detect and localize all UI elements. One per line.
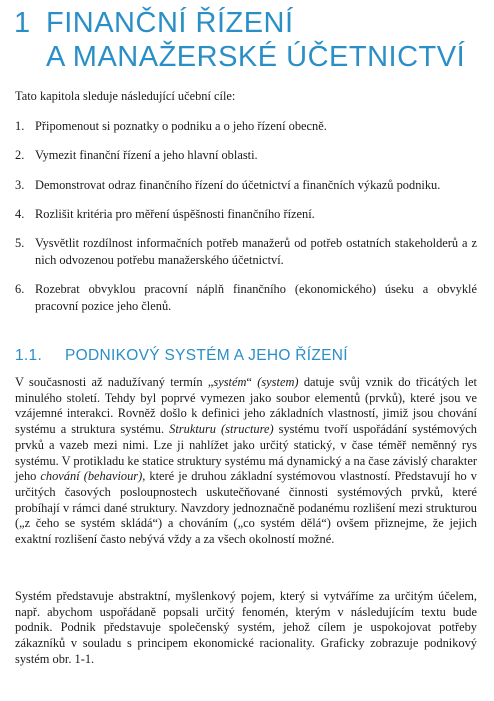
- goal-text: Vymezit finanční řízení a jeho hlavní oblasti.: [35, 148, 258, 163]
- paragraph-system-definition: [15, 375, 477, 548]
- goal-text: Připomenout si poznatky o podniku a o jeho řízení obecně.: [35, 119, 327, 133]
- text-run: systému tvoří uspořádání systémových prvků a vazeb mezi nimi. Lze ji nahlížet jako určitý statický, v čase téměř neměnný rys systému. V protikladu ke statice struktury systému má dynamický a na čase závislý charakter jeho: [15, 422, 477, 484]
- goal-item: [15, 235, 477, 269]
- goal-item: [15, 281, 477, 315]
- text-run-italic: chování (behaviour): [40, 469, 143, 484]
- goal-item: [15, 206, 477, 223]
- text-run: “: [246, 375, 258, 389]
- goal-number: 2.: [15, 148, 25, 163]
- section-number: 1.1.: [15, 347, 43, 364]
- chapter-title-line2: A MANAŽERSKÉ ÚČETNICTVÍ: [46, 41, 466, 73]
- goal-number: 3.: [15, 177, 25, 192]
- section-title: PODNIKOVÝ SYSTÉM A JEHO ŘÍZENÍ: [65, 347, 348, 364]
- section-heading: [15, 347, 348, 365]
- text-run: V současnosti až nadužívaný termín „: [15, 375, 214, 389]
- goal-item: [15, 118, 477, 135]
- goal-item: [15, 147, 477, 164]
- intro-text: Tato kapitola sleduje následující učební cíle:: [15, 89, 236, 103]
- goal-text: Rozebrat obvyklou pracovní náplň finančního (ekonomického) úseku a obvyklé pracovní pozice jeho členů.: [35, 282, 477, 314]
- goal-text: Demonstrovat odraz finančního řízení do účetnictví a finančních výkazů podniku.: [35, 177, 441, 192]
- chapter-number: 1: [14, 7, 31, 39]
- goal-number: 5.: [15, 236, 25, 251]
- text-run-italic: Strukturu (structure): [169, 422, 274, 437]
- goal-text: Vysvětlit rozdílnost informačních potřeb manažerů od potřeb ostatních stakeholderů a z nich odvozenou potřebu manažerského účetnictví.: [35, 236, 477, 267]
- goal-number: 1.: [15, 119, 25, 133]
- goal-number: 4.: [15, 206, 25, 221]
- text-run: , které je druhou základní systémovou vlastností. Představují ho v určitých časových posloupnostech uskutečňované činnosti systémových prvků, které probíhají v rámci dané struktury. Navzdory jednoznačně podanému rozlišení mezi strukturou („z čeho se systém skládá“) a chováním („co systém dělá“) ovšem přiznejme, že jejich exaktní rozlišení často nebývá vždy a za všech okolností možné.: [15, 469, 477, 547]
- paragraph-company-system: Systém představuje abstraktní, myšlenkový pojem, který si vytváříme za určitým účelem, např. abychom uspořádaně popsali určitý fenomén, kterým v následujícím textu bude podnik. Podnik představuje společenský systém, jehož cílem je uspokojovat potřeby zákazníků v souladu s principem ekonomické racionality. Graficky zobrazuje podnikový systém obr. 1-1.: [15, 589, 477, 666]
- text-run-italic: (system): [257, 375, 299, 389]
- goal-item: [15, 177, 477, 194]
- chapter-title-line1: FINANČNÍ ŘÍZENÍ: [46, 7, 294, 39]
- chapter-title: [14, 6, 465, 74]
- goal-text: Rozlišit kritéria pro měření úspěšnosti finančního řízení.: [35, 206, 315, 221]
- text-run: datuje svůj vznik do třicátých let minulého století. Tehdy byl poprvé vymezen jako soubor elementů (prvků), které jsou ve vzájemné interakci. Rovněž došlo k definici jeho základních vlastností, jimiž jsou chování systému a struktura systému.: [15, 375, 477, 437]
- text-run-italic: systém: [213, 375, 247, 389]
- learning-goals-list: [15, 118, 477, 327]
- goal-number: 6.: [15, 282, 25, 297]
